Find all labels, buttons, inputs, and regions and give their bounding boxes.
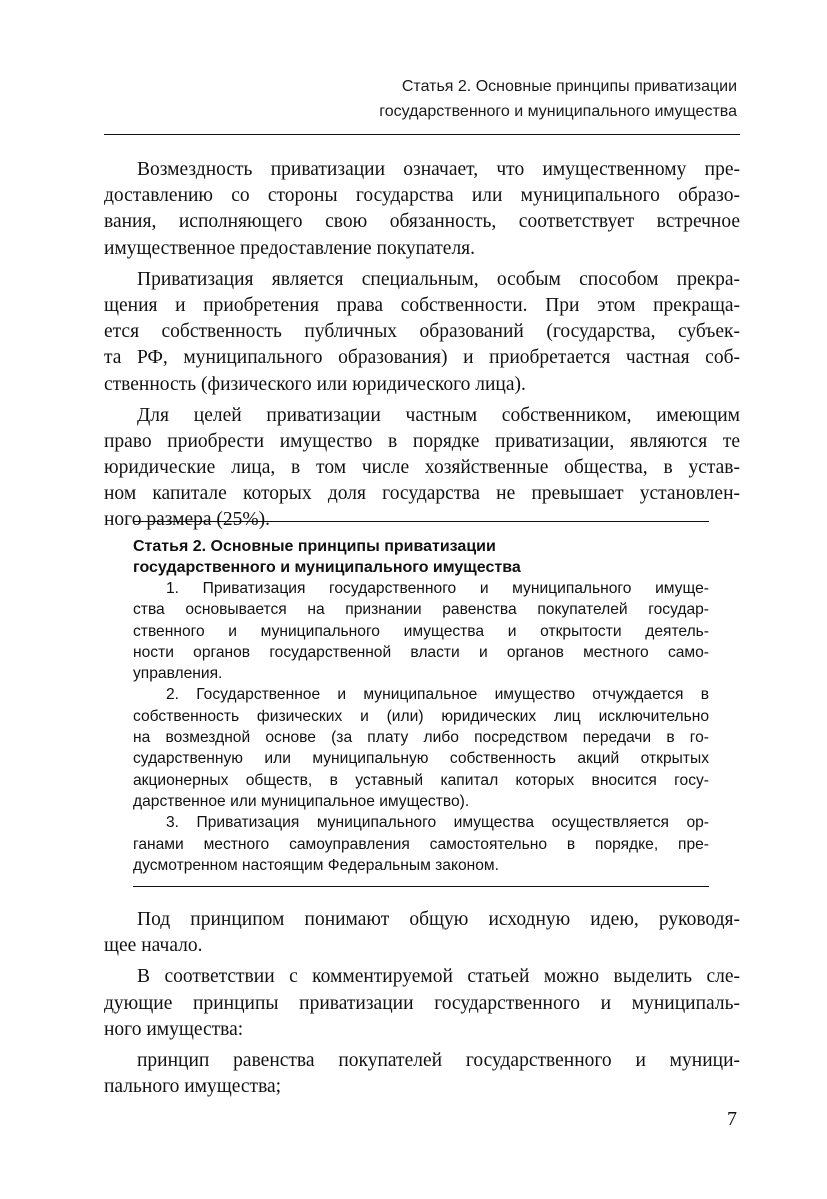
text-line: на возмездной основе (за плату либо посредством передачи в го-	[133, 729, 709, 747]
text-line: 3. Приватизация муниципального имущества осуществляется ор-	[166, 814, 709, 832]
body-text-bottom	[104, 907, 740, 1100]
article-title-line-2: государственного и муниципального имущества	[133, 559, 521, 576]
text-line: дусмотренном настоящим Федеральным законом.	[133, 856, 499, 874]
text-line: ном капитале которых доля государства не превышает установлен-	[104, 483, 740, 505]
text-line: управления.	[133, 665, 223, 683]
paragraph-3	[104, 1048, 740, 1100]
article-text	[133, 578, 709, 876]
text-line: имущественное предоставление покупателя.	[104, 237, 476, 259]
body-text-top	[104, 157, 740, 534]
article-point-2	[133, 684, 709, 812]
text-line: собственность физических и (или) юридических лиц исключительно	[133, 707, 709, 725]
text-line: ется собственность публичных образований (государства, субъек-	[104, 321, 740, 343]
text-line: дующие принципы приватизации государственного и муниципаль-	[104, 992, 740, 1014]
text-line: акционерных обществ, в уставный капитал которых вносится госу-	[133, 771, 709, 789]
running-head	[137, 74, 737, 124]
text-line: Для целей приватизации частным собственником, имеющим	[137, 404, 740, 426]
article-title	[133, 536, 709, 578]
header-rule	[104, 134, 740, 135]
text-line: В соответствии с комментируемой статьей можно выделить сле-	[137, 966, 740, 988]
article-box	[133, 521, 709, 887]
text-line: 1. Приватизация государственного и муниципального имуще-	[166, 580, 709, 597]
text-line: щее начало.	[104, 935, 203, 957]
text-line: та РФ, муниципального образования) и приобретается частная соб-	[104, 347, 740, 369]
text-line: дарственное или муниципальное имущество).	[133, 792, 470, 810]
text-line: право приобрести имущество в порядке приватизации, являются те	[104, 430, 740, 452]
text-line: сударственную или муниципальную собственность акций открытых	[133, 750, 709, 768]
text-line: ного размера (25%).	[104, 509, 271, 531]
paragraph-3	[104, 403, 740, 534]
text-line: Приватизация является специальным, особым способом прекра-	[137, 268, 740, 290]
paragraph-1	[104, 907, 740, 959]
text-line: ственность (физического или юридического лица).	[104, 373, 526, 395]
text-line: доставлению со стороны государства или муниципального образо-	[104, 185, 740, 207]
text-line: щения и приобретения права собственности. При этом прекраща-	[104, 294, 740, 316]
article-point-3	[133, 812, 709, 876]
article-title-line-1: Статья 2. Основные принципы приватизации	[133, 538, 496, 555]
text-line: ганами местного самоуправления самостоятельно в порядке, пре-	[133, 835, 709, 853]
paragraph-2	[104, 267, 740, 398]
page-number: 7	[727, 1108, 737, 1130]
running-head-line-1: Статья 2. Основные принципы приватизации	[401, 78, 737, 95]
text-line: ства основывается на признании равенства покупателей государ-	[133, 601, 709, 619]
running-head-line-2: государственного и муниципального имущества	[379, 103, 737, 120]
text-line: ственного и муниципального имущества и открытости деятель-	[133, 622, 709, 640]
text-line: ности органов государственной власти и органов местного само-	[133, 643, 709, 661]
text-line: пального имущества;	[104, 1076, 282, 1098]
text-line: Под принципом понимают общую исходную идею, руководя-	[137, 909, 740, 930]
article-top-rule	[133, 521, 709, 522]
article-point-1	[133, 578, 709, 684]
text-line: Возмездность приватизации означает, что имущественному пре-	[137, 159, 740, 180]
text-line: ного имущества:	[104, 1018, 244, 1040]
paragraph-1	[104, 157, 740, 262]
article-bottom-rule	[133, 886, 709, 887]
text-line: принцип равенства покупателей государственного и муници-	[137, 1049, 740, 1071]
text-line: 2. Государственное и муниципальное имущество отчуждается в	[166, 686, 709, 704]
paragraph-2	[104, 964, 740, 1043]
text-line: юридические лица, в том числе хозяйственные общества, в устав-	[104, 457, 740, 479]
text-line: вания, исполняющего свою обязанность, соответствует встречное	[104, 211, 740, 233]
